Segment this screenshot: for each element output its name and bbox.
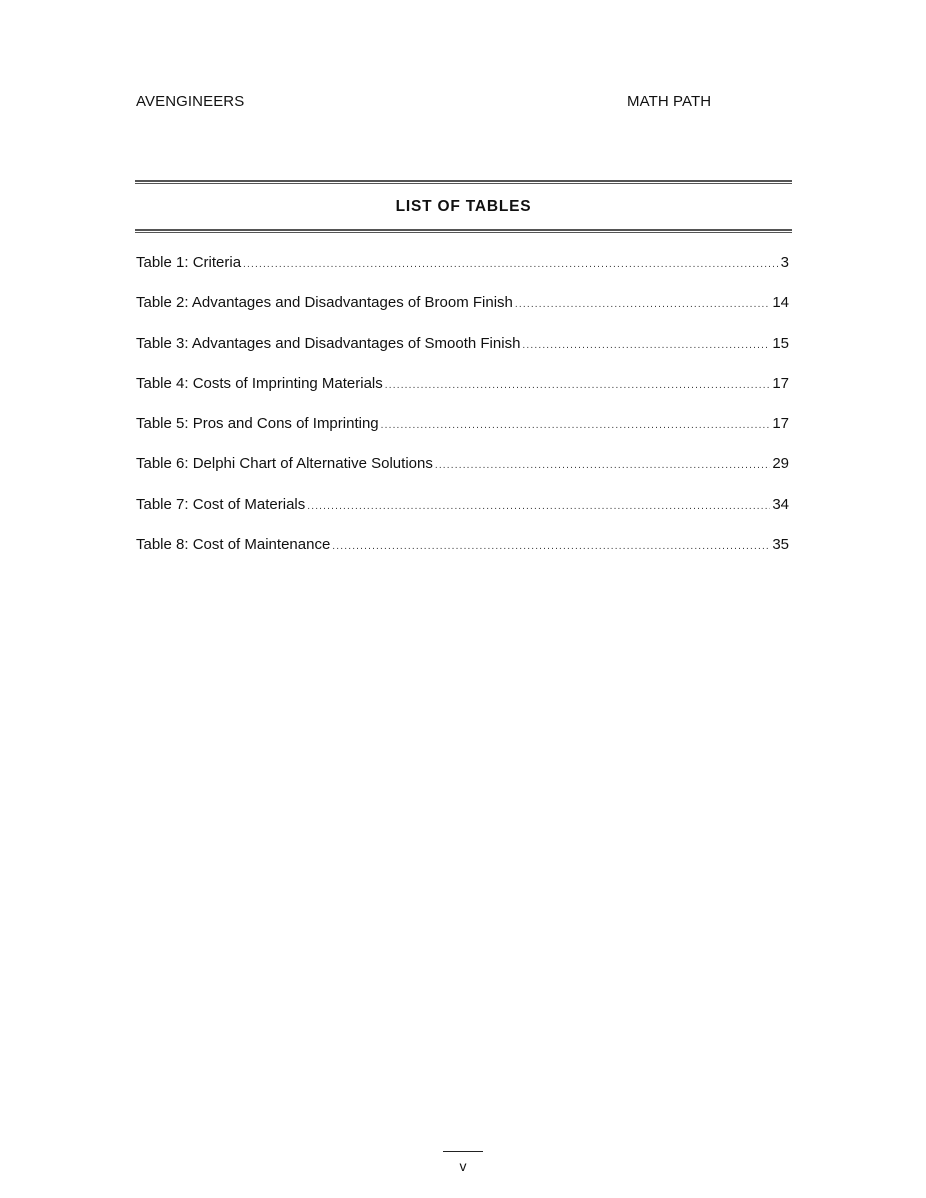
toc-entry-7[interactable]: [136, 496, 789, 536]
dot-leader: [515, 299, 770, 310]
toc-entry-2[interactable]: [136, 294, 789, 334]
toc-entry-page: 3: [780, 254, 789, 271]
dot-leader: [385, 380, 771, 391]
toc-entry-label: Table 8: Cost of Maintenance: [136, 536, 331, 554]
dot-leader: [243, 259, 779, 270]
dot-leader: [522, 340, 770, 351]
toc-entry-8[interactable]: [136, 536, 789, 576]
toc-entry-label: Table 4: Costs of Imprinting Materials: [136, 374, 383, 392]
toc-entry-page: 17: [772, 374, 789, 392]
toc-entry-page: 14: [772, 294, 789, 312]
dot-leader: [435, 460, 770, 471]
toc-entry-page: 34: [772, 495, 789, 513]
dot-leader: [381, 420, 771, 431]
toc-entry-page: 17: [772, 415, 789, 433]
toc-entry-label: Table 7: Cost of Materials: [136, 495, 306, 513]
title-rule-bottom: [135, 229, 792, 233]
toc-entry-6[interactable]: [136, 455, 789, 495]
toc-entry-label: Table 3: Advantages and Disadvantages of Smooth Finish: [136, 334, 521, 352]
header-left-text: AVENGINEERS: [136, 93, 245, 110]
list-of-tables: [136, 254, 789, 576]
title-rule-top: [135, 180, 792, 184]
toc-entry-label: Table 1: Criteria: [136, 254, 242, 271]
page-number: v: [459, 1158, 467, 1174]
toc-entry-label: Table 5: Pros and Cons of Imprinting: [136, 415, 379, 433]
section-title: LIST OF TABLES: [395, 198, 532, 215]
toc-entry-page: 29: [772, 455, 789, 473]
dot-leader: [307, 501, 770, 512]
toc-entry-page: 35: [772, 536, 789, 554]
header-right-text: MATH PATH: [627, 93, 712, 110]
toc-entry-label: Table 2: Advantages and Disadvantages of Broom Finish: [136, 294, 513, 312]
toc-entry-3[interactable]: [136, 335, 789, 375]
dot-leader: [332, 541, 770, 552]
toc-entry-label: Table 6: Delphi Chart of Alternative Solutions: [136, 455, 433, 473]
toc-entry-1[interactable]: [136, 254, 789, 294]
toc-entry-4[interactable]: [136, 375, 789, 415]
toc-entry-5[interactable]: [136, 415, 789, 455]
toc-entry-page: 15: [772, 334, 789, 352]
footer-rule: [443, 1151, 483, 1152]
